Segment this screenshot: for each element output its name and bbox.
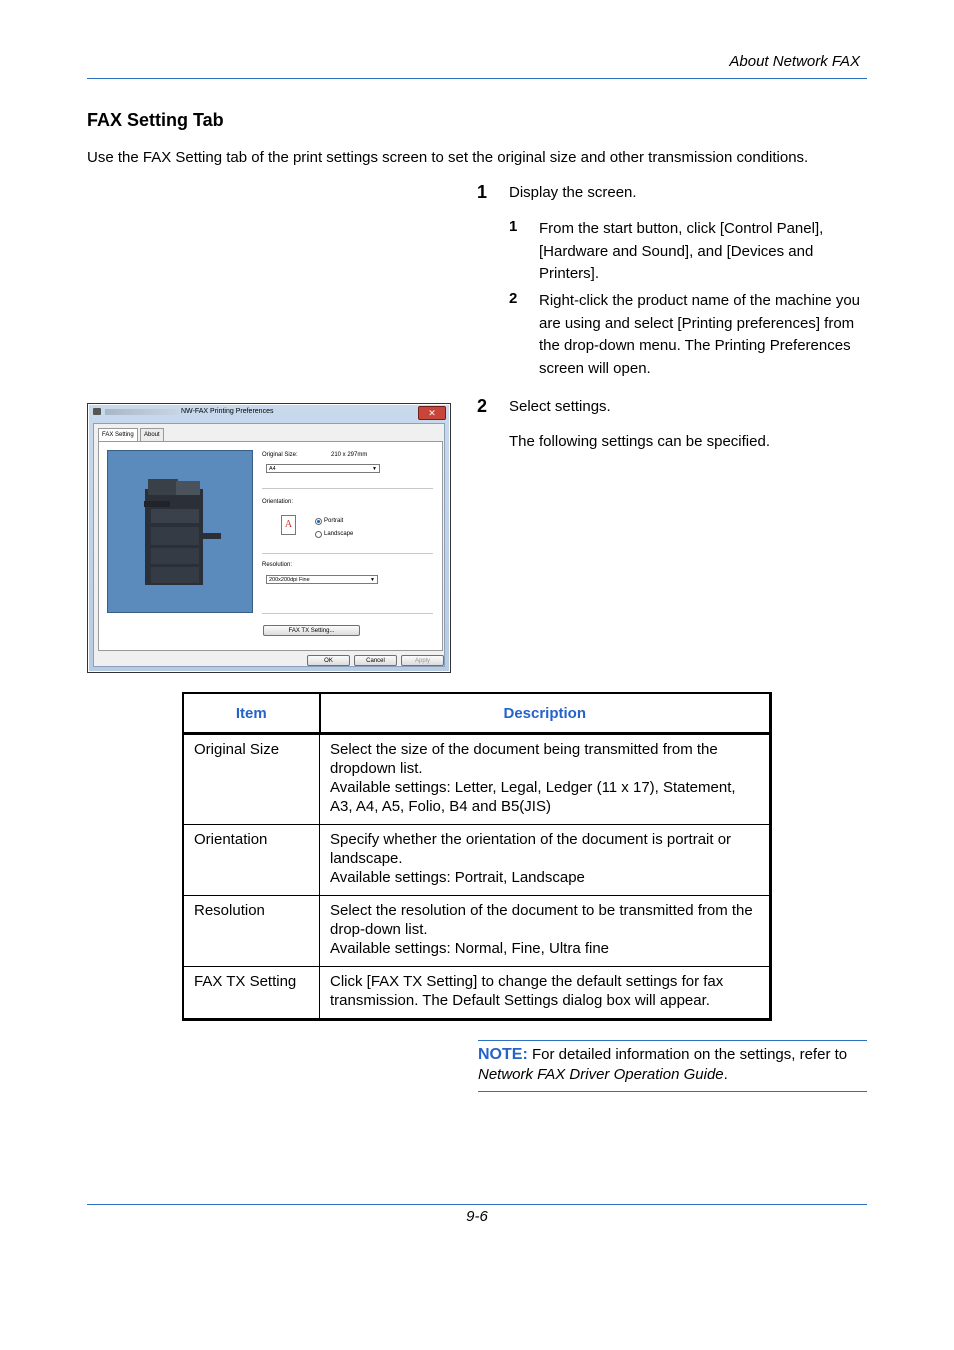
apply-button[interactable]: Apply [401,655,444,666]
description-text: Select the resolution of the document to be transmitted from the drop-down list. [330,902,753,938]
printer-icon [93,408,101,415]
dialog-titlebar [89,405,449,421]
substep-text: From the start button, click [Control Panel], [Hardware and Sound], and [Devices and Printers]. [539,220,824,282]
cancel-button[interactable]: Cancel [354,655,397,666]
guide-reference: Network FAX Driver Operation Guide [478,1066,724,1083]
step-number: 1 [477,182,488,202]
step-text: Select settings. [509,398,611,415]
close-icon[interactable]: ✕ [418,406,446,420]
description-cell [320,896,771,967]
available-settings-text: Available settings: Normal, Fine, Ultra fine [330,940,610,957]
item-cell: Orientation [183,825,320,896]
printer-illustration [107,450,253,613]
orientation-preview-icon: A [281,515,296,535]
divider [262,488,433,489]
resolution-select[interactable] [266,575,378,584]
ok-button[interactable]: OK [307,655,350,666]
description-text: Select the size of the document being transmitted from the dropdown list. [330,741,718,777]
portrait-radio[interactable] [315,518,322,525]
column-header-item: Item [183,693,320,734]
chevron-down-icon: ▼ [372,466,377,472]
dialog-title: NW-FAX Printing Preferences [181,408,274,415]
landscape-radio[interactable] [315,531,322,538]
original-size-label: Original Size: [262,452,298,458]
table-row [183,896,771,967]
tab-about[interactable]: About [140,428,164,441]
substep-number: 1 [509,218,518,235]
page-number: 9-6 [466,1208,488,1225]
item-cell: FAX TX Setting [183,967,320,1020]
intro-paragraph: Use the FAX Setting tab of the print settings screen to set the original size and other transmission conditions. [87,149,809,166]
step-text: Display the screen. [509,184,637,201]
dialog-body [93,423,445,667]
step-number: 2 [477,396,488,416]
settings-table [182,692,772,1021]
column-header-description: Description [320,693,771,734]
footer-rule [87,1204,867,1205]
table-row [183,734,771,825]
description-cell [320,734,771,825]
header-rule [87,78,867,79]
note-text: For detailed information on the settings, refer to [527,1046,848,1063]
item-cell: Original Size [183,734,320,825]
note-box [478,1040,867,1092]
note-label: NOTE: [478,1046,528,1063]
dialog-frame [89,405,449,671]
landscape-label: Landscape [324,531,354,537]
blurred-title-area [105,409,179,415]
note-text-end: . [723,1066,728,1083]
table-row [183,825,771,896]
paper-size-select[interactable] [266,464,380,473]
chevron-down-icon: ▼ [370,577,375,583]
printer-machine-icon [108,451,252,612]
printing-preferences-screenshot [87,403,451,673]
page-title: FAX Setting Tab [87,110,224,130]
description-cell [320,825,771,896]
resolution-selected: 200x200dpi Fine [269,577,310,583]
divider [262,553,433,554]
tab-fax-setting[interactable]: FAX Setting [98,428,138,441]
table-row [183,967,771,1020]
paper-size-selected: A4 [269,466,276,472]
fax-tx-setting-button[interactable]: FAX TX Setting... [263,625,360,636]
original-size-value: 210 x 297mm [331,452,368,458]
substep-number: 2 [509,290,518,307]
substep-text: Right-click the product name of the machine you are using and select [Printing preferences] from the drop-down menu. The Printing Preferences screen will open. [539,292,860,377]
step-followup-text: The following settings can be specified. [509,433,770,450]
description-cell [320,967,771,1020]
item-cell: Resolution [183,896,320,967]
fax-setting-panel [98,441,443,651]
portrait-label: Portrait [324,518,344,524]
orientation-label: Orientation: [262,499,294,505]
description-text: Specify whether the orientation of the document is portrait or landscape. [330,831,732,867]
divider [262,613,433,614]
table-header-row [183,693,771,734]
running-header: About Network FAX [729,53,860,70]
available-settings-text: Available settings: Portrait, Landscape [330,869,585,886]
description-text: Click [FAX TX Setting] to change the default settings for fax transmission. The Default Settings dialog box will appear. [330,973,724,1009]
resolution-label: Resolution: [262,562,293,568]
available-settings-text: Available settings: Letter, Legal, Ledger (11 x 17), Statement, A3, A4, A5, Folio, B4 and B5(JIS) [330,779,736,815]
